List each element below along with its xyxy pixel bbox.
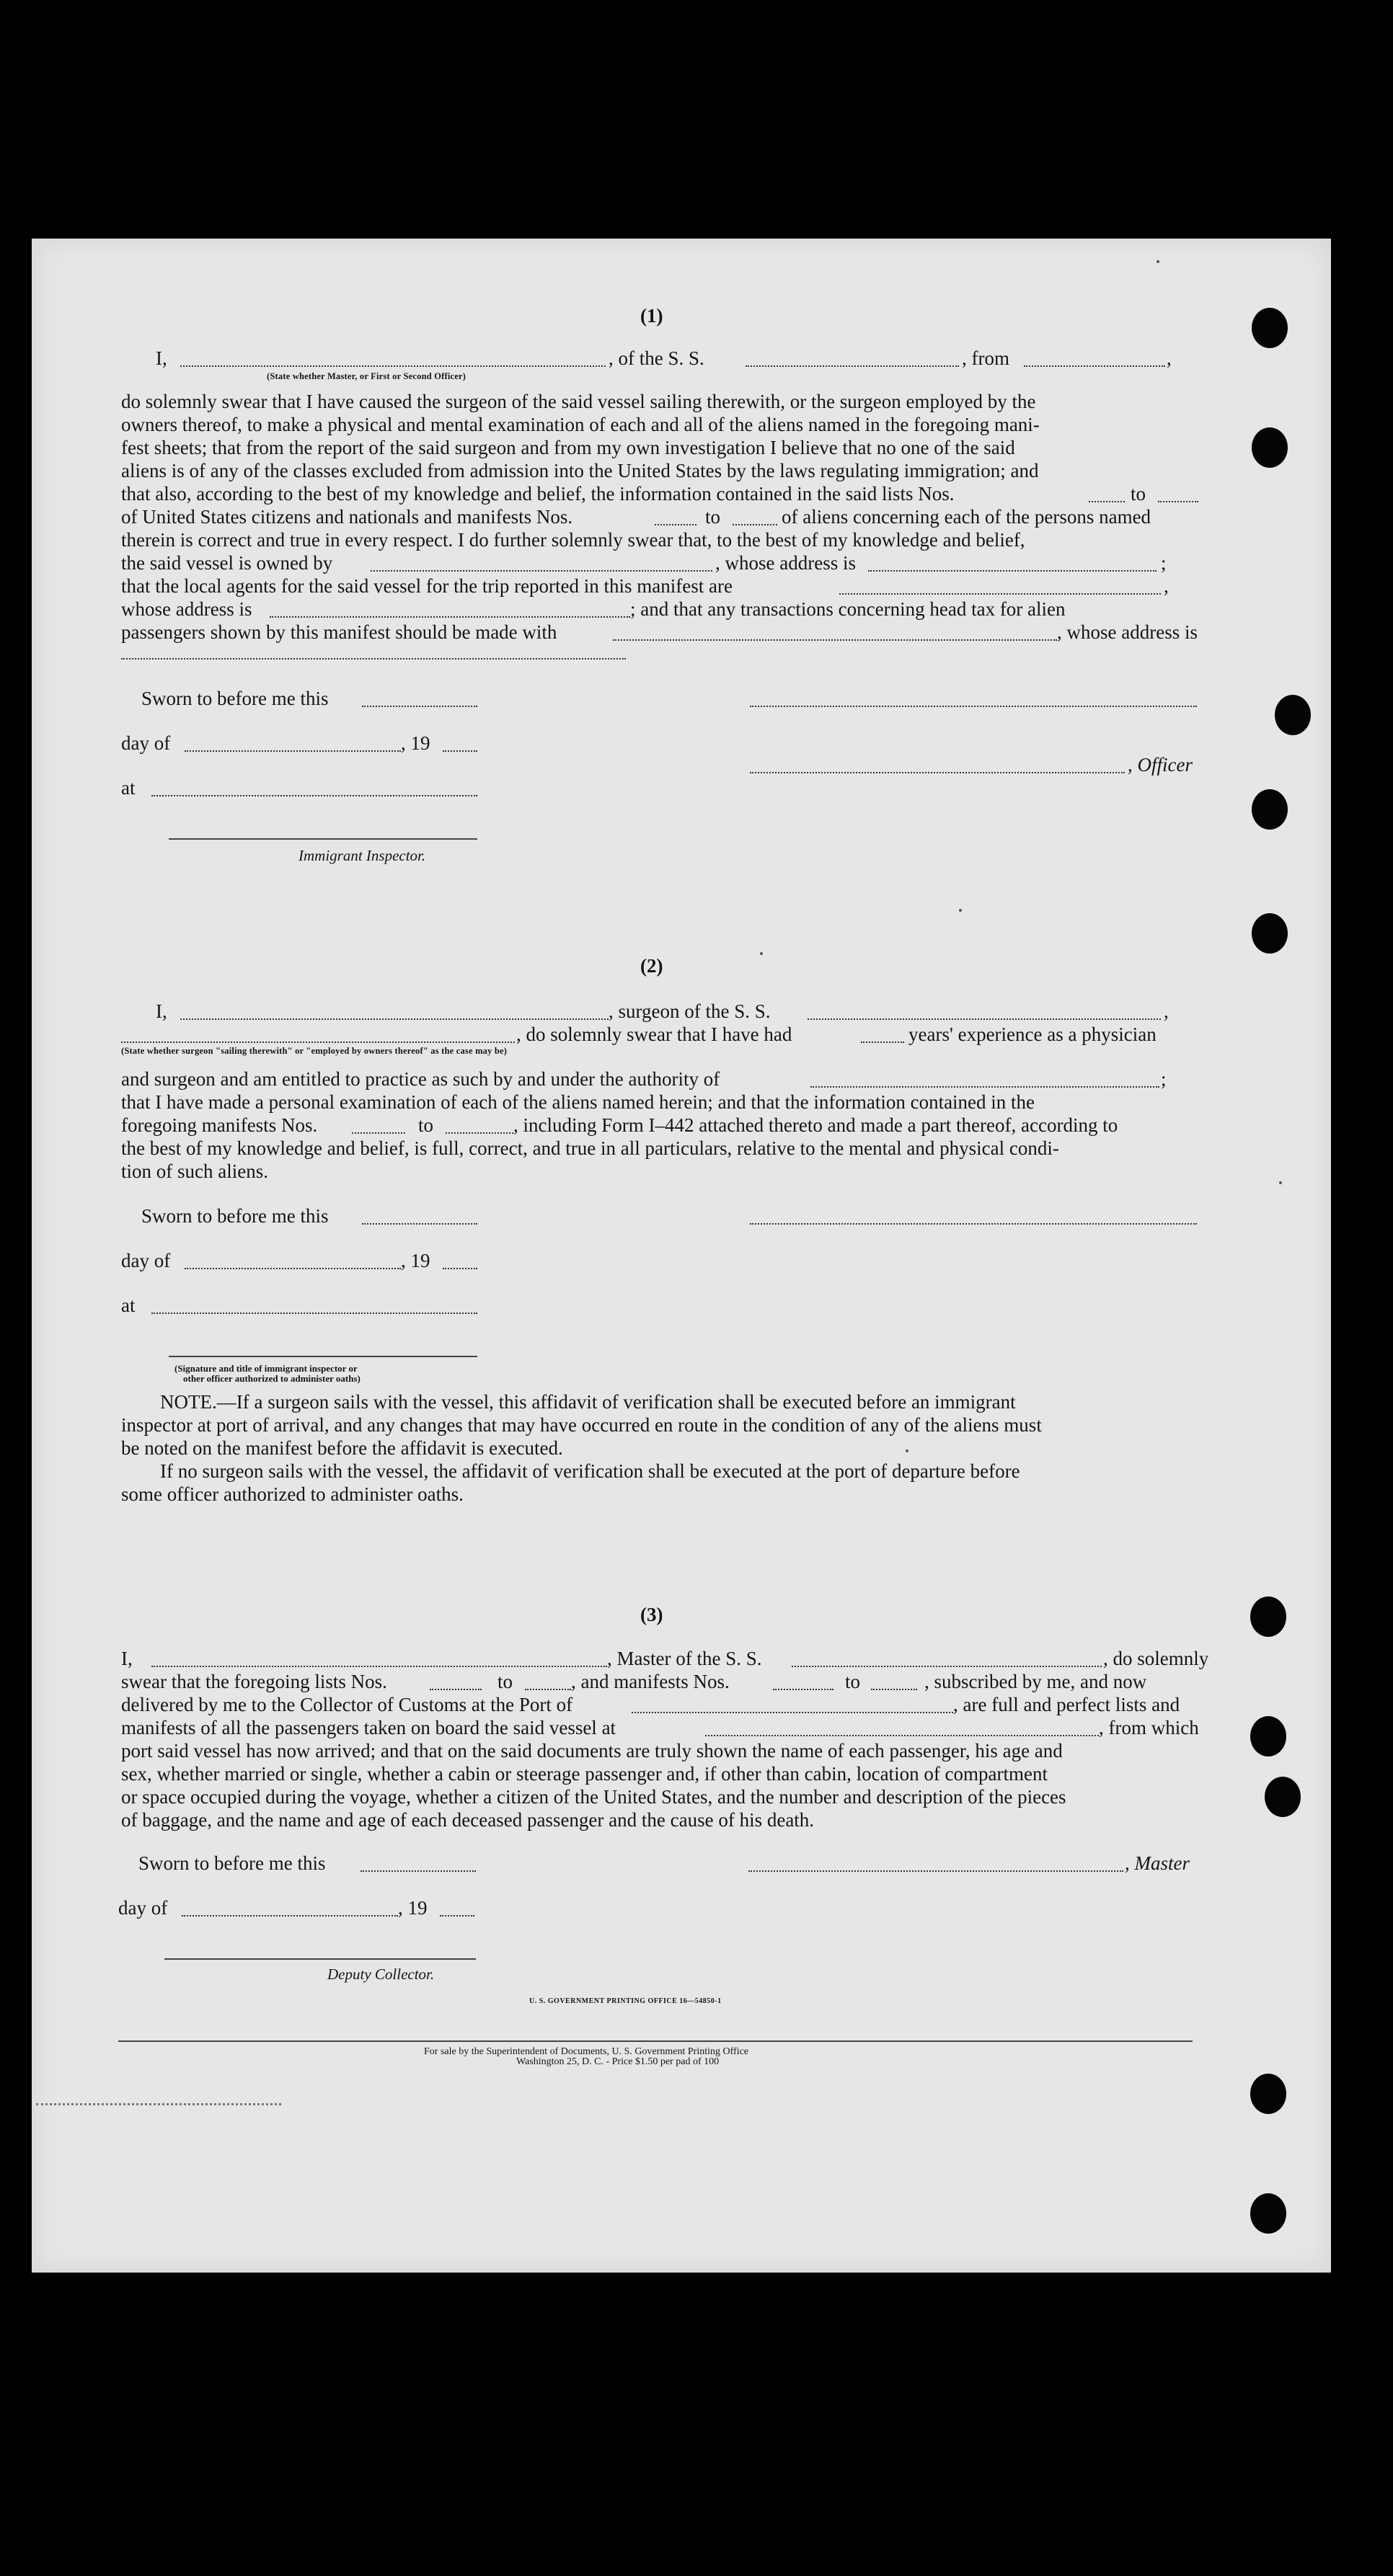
s2-note-2: inspector at port of arrival, and any changes that may have occurred en route in the condition of any of the aliens must <box>121 1414 1042 1436</box>
s2-caption: (State whether surgeon "sailing therewith" or "employed by owners thereof" as the case may be) <box>121 1046 508 1056</box>
s3-manifests-all: manifests of all the passengers taken on board the said vessel at <box>121 1717 616 1738</box>
s3-delivered: delivered by me to the Collector of Customs at the Port of <box>121 1694 573 1715</box>
s2-surgeon: , surgeon of the S. S. <box>609 1000 771 1022</box>
s1-lists-to-field[interactable] <box>1158 501 1198 502</box>
s1-from-field[interactable] <box>1024 365 1165 367</box>
s2-ship-field[interactable] <box>808 1018 1161 1020</box>
s1-to-2: to <box>705 506 721 528</box>
s2-note-4: If no surgeon sails with the vessel, the affidavit of verification shall be executed at the port of departure before <box>160 1460 1020 1482</box>
s1-transactions: ; and that any transactions concerning head tax for alien <box>630 598 1066 620</box>
s3-manifests-from-field[interactable] <box>773 1689 833 1690</box>
footer-sale-2: Washington 25, D. C. - Price $1.50 per pad of 100 <box>516 2056 720 2067</box>
s1-headtax-field[interactable] <box>613 639 1057 641</box>
scan-speck <box>1157 260 1159 263</box>
s1-lists-from-field[interactable] <box>1089 501 1125 502</box>
s3-master: , Master of the S. S. <box>607 1648 762 1669</box>
footer-rule <box>118 2040 1193 2042</box>
s3-to-1: to <box>498 1671 513 1692</box>
scan-artifact-dots <box>36 2103 281 2105</box>
s1-agents-address-field[interactable] <box>270 616 630 618</box>
scan-speck <box>1279 1181 1282 1184</box>
footer-sale-1: For sale by the Superintendent of Documents, U. S. Government Printing Office <box>424 2046 748 2057</box>
s2-authority: and surgeon and am entitled to practice as such by and under the authority of <box>121 1068 720 1090</box>
s1-body-5: of United States citizens and nationals and manifests Nos. <box>121 506 573 528</box>
s3-full: , are full and perfect lists and <box>953 1694 1180 1715</box>
s2-sig-caption-2: other officer authorized to administer oaths) <box>183 1373 361 1384</box>
s1-year: , 19 <box>401 732 430 754</box>
s3-lists-to-field[interactable] <box>525 1689 571 1690</box>
s1-whose-address-is: , whose address is <box>1057 621 1198 643</box>
s3-i: I, <box>121 1648 133 1669</box>
s3-and-manifests: , and manifests Nos. <box>571 1671 730 1692</box>
s1-year-field[interactable] <box>443 750 477 752</box>
s2-note-3: be noted on the manifest before the affidavit is executed. <box>121 1437 563 1459</box>
s2-manifests-to-field[interactable] <box>446 1132 513 1134</box>
section-2-number: (2) <box>640 955 663 977</box>
punch-hole <box>1250 1596 1286 1637</box>
s2-including: , including Form I–442 attached thereto and made a part thereof, according to <box>513 1114 1118 1136</box>
s2-sig-caption-1: (Signature and title of immigrant inspector or <box>174 1363 358 1374</box>
form-sheet <box>32 239 1331 2273</box>
s1-officer-field[interactable] <box>750 772 1125 773</box>
s1-body-1: owners thereof, to make a physical and mental examination of each and all of the aliens named in the foregoing mani- <box>121 414 1040 435</box>
note-label: NOTE. <box>160 1391 217 1413</box>
s2-status-field[interactable] <box>121 1041 515 1043</box>
punch-hole <box>1250 2074 1286 2114</box>
s3-lists-from-field[interactable] <box>430 1689 482 1690</box>
s2-sworn: Sworn to before me this <box>141 1205 329 1227</box>
s3-day-of: day of <box>118 1897 168 1919</box>
s2-manifests-from-field[interactable] <box>352 1132 405 1134</box>
s3-master-sig-field[interactable] <box>748 1870 1123 1872</box>
s1-sworn-day-field[interactable] <box>362 706 477 707</box>
s1-inspector-line[interactable] <box>169 838 477 840</box>
s3-month-field[interactable] <box>182 1915 398 1917</box>
s1-sworn: Sworn to before me this <box>141 688 329 709</box>
punch-hole <box>1250 2193 1286 2234</box>
s2-year: , 19 <box>401 1250 430 1271</box>
s2-body3: the best of my knowledge and belief, is full, correct, and true in all particulars, relative to the mental and physical condi- <box>121 1137 1059 1159</box>
s3-from-which: , from which <box>1099 1717 1199 1738</box>
punch-hole <box>1252 789 1288 830</box>
s2-note-1 <box>160 1390 1016 1414</box>
s2-day-of: day of <box>121 1250 171 1271</box>
s2-sworn-day-field[interactable] <box>362 1223 477 1225</box>
s2-at: at <box>121 1294 136 1316</box>
s1-at-field[interactable] <box>151 795 477 796</box>
s3-sworn-day-field[interactable] <box>361 1870 476 1872</box>
s1-body-0: do solemnly swear that I have caused the surgeon of the said vessel sailing therewith, or the surgeon employed by the <box>121 391 1036 412</box>
s1-body-8: that the local agents for the said vessel for the trip reported in this manifest are <box>121 575 733 597</box>
s3-manifests-to-field[interactable] <box>871 1689 917 1690</box>
s3-subscribed: , subscribed by me, and now <box>924 1671 1147 1692</box>
s1-headtax-address-field[interactable] <box>121 658 626 659</box>
s1-agents-field[interactable] <box>839 593 1161 595</box>
s2-year-field[interactable] <box>443 1268 477 1269</box>
s3-do-solemnly: , do solemnly <box>1103 1648 1209 1669</box>
s3-body4: of baggage, and the name and age of each deceased passenger and the cause of his death. <box>121 1809 815 1831</box>
s1-body-2: fest sheets; that from the report of the said surgeon and from my own investigation I believe that no one of the said <box>121 437 1015 458</box>
s2-authority-field[interactable] <box>810 1086 1159 1088</box>
s3-body1: port said vessel has now arrived; and that on the said documents are truly shown the name of each passenger, his age and <box>121 1740 1063 1762</box>
scan-speck <box>959 909 962 912</box>
s1-i: I, <box>156 347 167 369</box>
s3-year-field[interactable] <box>440 1915 474 1917</box>
s1-owner-field[interactable] <box>371 570 712 572</box>
s1-whose-address: , whose address is <box>715 552 856 574</box>
s1-semicolon-1: ; <box>1161 552 1167 574</box>
s1-month-field[interactable] <box>185 750 401 752</box>
s1-day-of: day of <box>121 732 171 754</box>
s1-body-7: the said vessel is owned by <box>121 552 333 574</box>
s1-caption: (State whether Master, or First or Second Officer) <box>267 371 466 381</box>
s2-comma: , <box>1164 1000 1169 1022</box>
s3-deputy-line[interactable] <box>164 1958 476 1960</box>
s2-sig-line[interactable] <box>169 1356 477 1357</box>
s1-at: at <box>121 777 136 799</box>
s2-body4: tion of such aliens. <box>121 1160 268 1182</box>
s1-ss-label: , of the S. S. <box>609 347 704 369</box>
s1-from-label: , from <box>962 347 1009 369</box>
section-3-number: (3) <box>640 1604 663 1625</box>
scan-speck <box>760 952 763 955</box>
s2-at-field[interactable] <box>151 1313 477 1314</box>
s2-name-field[interactable] <box>180 1018 609 1020</box>
scan-speck <box>906 1449 908 1452</box>
s2-semicolon: ; <box>1161 1068 1167 1090</box>
s3-deputy-label: Deputy Collector. <box>327 1966 435 1983</box>
punch-hole <box>1252 913 1288 954</box>
punch-hole <box>1252 308 1288 348</box>
s3-master-label: , Master <box>1125 1852 1190 1874</box>
punch-hole <box>1275 695 1311 735</box>
s1-inspector-label: Immigrant Inspector. <box>298 847 426 864</box>
note-text: —If a surgeon sails with the vessel, this affidavit of verification shall be executed before an immigrant <box>216 1391 1016 1413</box>
s1-name-field[interactable] <box>180 365 606 367</box>
s1-body-10: passengers shown by this manifest should be made with <box>121 621 557 643</box>
section-1-number: (1) <box>640 305 663 327</box>
punch-hole <box>1265 1777 1301 1817</box>
s1-comma: , <box>1167 347 1172 369</box>
s2-to: to <box>418 1114 434 1136</box>
s1-manifests-from-field[interactable] <box>655 524 696 525</box>
punch-hole <box>1252 427 1288 468</box>
s3-swear: swear that the foregoing lists Nos. <box>121 1671 387 1692</box>
s3-departure-field[interactable] <box>705 1735 1099 1736</box>
s1-body-6: therein is correct and true in every respect. I do further solemnly swear that, to the best of my knowledge and belief, <box>121 529 1025 551</box>
s2-swear: , do solemnly swear that I have had <box>516 1023 792 1045</box>
s1-owner-address-field[interactable] <box>868 570 1157 572</box>
s1-of-aliens: of aliens concerning each of the persons named <box>782 506 1151 528</box>
s3-port-field[interactable] <box>632 1712 953 1713</box>
s2-note-5: some officer authorized to administer oaths. <box>121 1483 464 1505</box>
s2-body2: that I have made a personal examination of each of the aliens named herein; and that the information contained in the <box>121 1091 1035 1113</box>
s1-body-9: whose address is <box>121 598 252 620</box>
s1-manifests-to-field[interactable] <box>733 524 777 525</box>
s1-body-4: that also, according to the best of my knowledge and belief, the information contained in the said lists Nos. <box>121 483 955 505</box>
s3-body2: sex, whether married or single, whether a cabin or steerage passenger and, if other than cabin, location of compartment <box>121 1763 1048 1785</box>
s3-name-field[interactable] <box>151 1666 607 1667</box>
s2-month-field[interactable] <box>185 1268 401 1269</box>
s1-officer-label: , Officer <box>1128 754 1193 776</box>
s3-sworn: Sworn to before me this <box>138 1852 326 1874</box>
s1-to-1: to <box>1131 483 1146 505</box>
s3-year: , 19 <box>398 1897 428 1919</box>
s2-signature-field[interactable] <box>750 1223 1197 1225</box>
punch-hole <box>1250 1716 1286 1756</box>
s1-ship-field[interactable] <box>746 365 959 367</box>
gpo-imprint: U. S. GOVERNMENT PRINTING OFFICE 16—54850-1 <box>529 1997 722 2005</box>
s2-years: years' experience as a physician <box>908 1023 1157 1045</box>
s1-body-3: aliens is of any of the classes excluded from admission into the United States by the laws regulating immigration; and <box>121 460 1039 481</box>
s1-comma-2: , <box>1164 575 1169 597</box>
s2-manifests: foregoing manifests Nos. <box>121 1114 318 1136</box>
s2-i: I, <box>156 1000 167 1022</box>
s3-body3: or space occupied during the voyage, whether a citizen of the United States, and the number and description of the pieces <box>121 1786 1066 1808</box>
s3-ship-field[interactable] <box>792 1666 1102 1667</box>
s2-years-field[interactable] <box>861 1041 904 1043</box>
s3-to-2: to <box>845 1671 861 1692</box>
s1-signature-field[interactable] <box>750 706 1197 707</box>
